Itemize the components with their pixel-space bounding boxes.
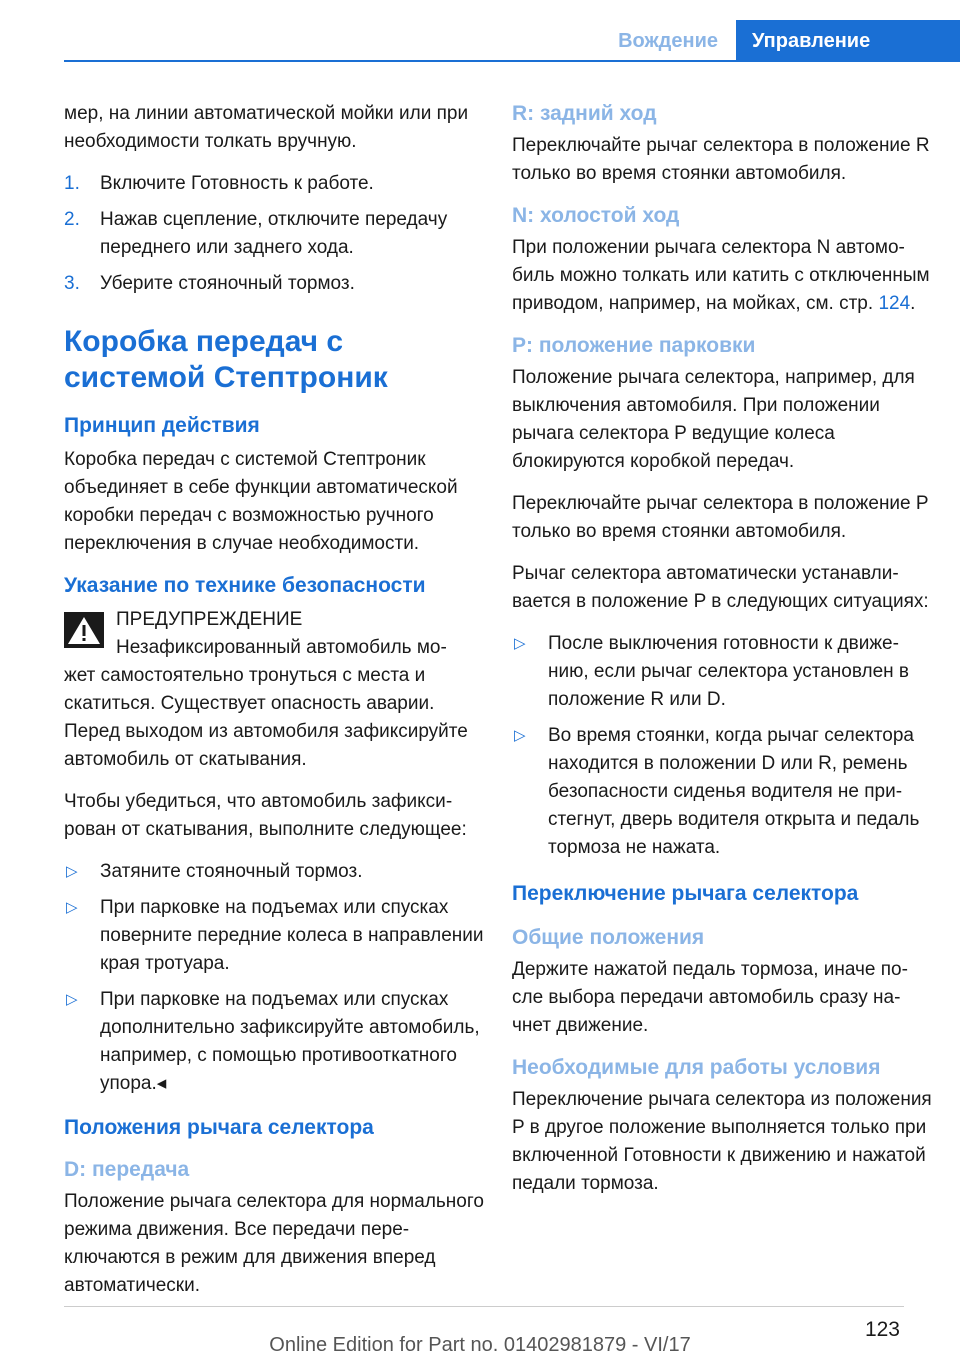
header-bar <box>64 20 960 62</box>
page-number: 123 <box>864 1318 900 1341</box>
safety-heading: Указание по технике безопасности <box>64 574 426 597</box>
step-text: Уберите стояночный тормоз. <box>100 273 355 294</box>
secure-text: Чтобы убедиться, что автомобиль зафиксирован от скатывания, выполните следующее: <box>64 791 467 840</box>
bullet-text: При парковке на подъемах или спусках поверните передние колеса в направлении края тротуара. <box>100 897 484 974</box>
triangle-bullet-icon: ▷ <box>66 991 78 1008</box>
steps-list <box>64 170 484 298</box>
bullet-text: Затяните стояночный тормоз. <box>100 861 363 882</box>
tab-driving[interactable]: Вождение <box>618 30 718 52</box>
bullet-text: Во время стоянки, когда рычаг селектора находится в положении D или R, ремень безопасности сиденья водителя не пристегнут, дверь водителя открыта и педаль тормоза не нажата. <box>548 725 920 858</box>
secure-bullets <box>64 858 484 1098</box>
left-column <box>64 100 484 1314</box>
list-item <box>512 722 932 862</box>
list-item <box>64 170 484 198</box>
footer-divider <box>64 1306 904 1307</box>
n-heading: N: холостой ход <box>512 204 680 227</box>
triangle-bullet-icon: ▷ <box>66 899 78 916</box>
p-text-3: Рычаг селектора автоматически устанавливается в положение P в следующих ситуациях: <box>512 563 929 612</box>
bullet-text: При парковке на подъемах или спусках дополнительно зафиксируйте автомобиль, например, с помощью противооткатного упора.◂ <box>100 989 480 1094</box>
step-number: 2. <box>64 209 80 230</box>
footer-text: Online Edition for Part no. 01402981879 - VI/17 <box>269 1334 691 1356</box>
triangle-bullet-icon: ▷ <box>66 863 78 880</box>
list-item <box>64 858 484 886</box>
list-item <box>64 270 484 298</box>
n-text-end: . <box>910 293 916 314</box>
intro-text: мер, на линии автоматической мойки или при необходимости толкать вручную. <box>64 103 469 152</box>
r-text: Переключайте рычаг селектора в положение R только во время стоянки автомобиля. <box>512 135 930 184</box>
p-text-1: Положение рычага селектора, например, для выключения автомобиля. При положении рычага селектора P ведущие колеса блокируются коробкой передач. <box>512 367 915 472</box>
conditions-heading: Необходимые для работы условия <box>512 1056 881 1079</box>
conditions-text: Переключение рычага селектора из положения P в другое положение выполняется только при включенной Готовности к движению и нажатой педали тормоза. <box>512 1089 932 1194</box>
warning-icon <box>64 612 104 648</box>
list-item <box>64 206 484 262</box>
list-item <box>64 986 484 1098</box>
tab-controls[interactable]: Управление <box>736 20 960 62</box>
bullet-text: После выключения готовности к движению, если рычаг селектора установлен в положение R или D. <box>548 633 910 710</box>
d-text: Положение рычага селектора для нормального режима движения. Все передачи переключаются в режим для движения вперед автоматически. <box>64 1191 484 1296</box>
general-heading: Общие положения <box>512 926 705 949</box>
p-heading: P: положение парковки <box>512 334 756 357</box>
n-text <box>512 234 932 318</box>
p-bullets <box>512 630 932 862</box>
triangle-bullet-icon: ▷ <box>514 635 526 652</box>
warning-text-start: Незафиксированный автомобиль мо- <box>116 637 447 658</box>
p-text-2: Переключайте рычаг селектора в положение P только во время стоянки автомобиля. <box>512 493 929 542</box>
right-column <box>512 100 932 1212</box>
warning-block <box>64 606 484 774</box>
principle-heading: Принцип действия <box>64 414 260 437</box>
shift-heading: Переключение рычага селектора <box>512 882 859 905</box>
d-heading: D: передача <box>64 1158 190 1181</box>
step-number: 3. <box>64 273 80 294</box>
n-text-body: При положении рычага селектора N автомобиль можно толкать или катить с отключенным приводом, например, на мойках, см. стр. <box>512 237 930 314</box>
principle-text: Коробка передач с системой Стептроник объединяет в себе функции автоматической коробки передач с возможностью ручного переключения в случае необходимости. <box>64 449 458 554</box>
list-item <box>64 894 484 978</box>
section-title: Коробка передач с системой Стептроник <box>64 325 388 394</box>
list-item <box>512 630 932 714</box>
warning-text: жет самостоятельно тронуться с места и скатиться. Существует опасность аварии. Перед выходом из автомобиля зафиксируйте автомобиль от скатывания. <box>64 665 468 770</box>
triangle-bullet-icon: ▷ <box>514 727 526 744</box>
positions-heading: Положения рычага селектора <box>64 1116 374 1139</box>
step-text: Нажав сцепление, отключите передачу переднего или заднего хода. <box>100 209 448 258</box>
r-heading: R: задний ход <box>512 102 657 125</box>
step-number: 1. <box>64 173 80 194</box>
page-link[interactable]: 124 <box>878 293 911 314</box>
general-text: Держите нажатой педаль тормоза, иначе после выбора передачи автомобиль сразу начнет движение. <box>512 959 908 1036</box>
warning-title: ПРЕДУПРЕЖДЕНИЕ <box>116 609 303 630</box>
step-text: Включите Готовность к работе. <box>100 173 374 194</box>
